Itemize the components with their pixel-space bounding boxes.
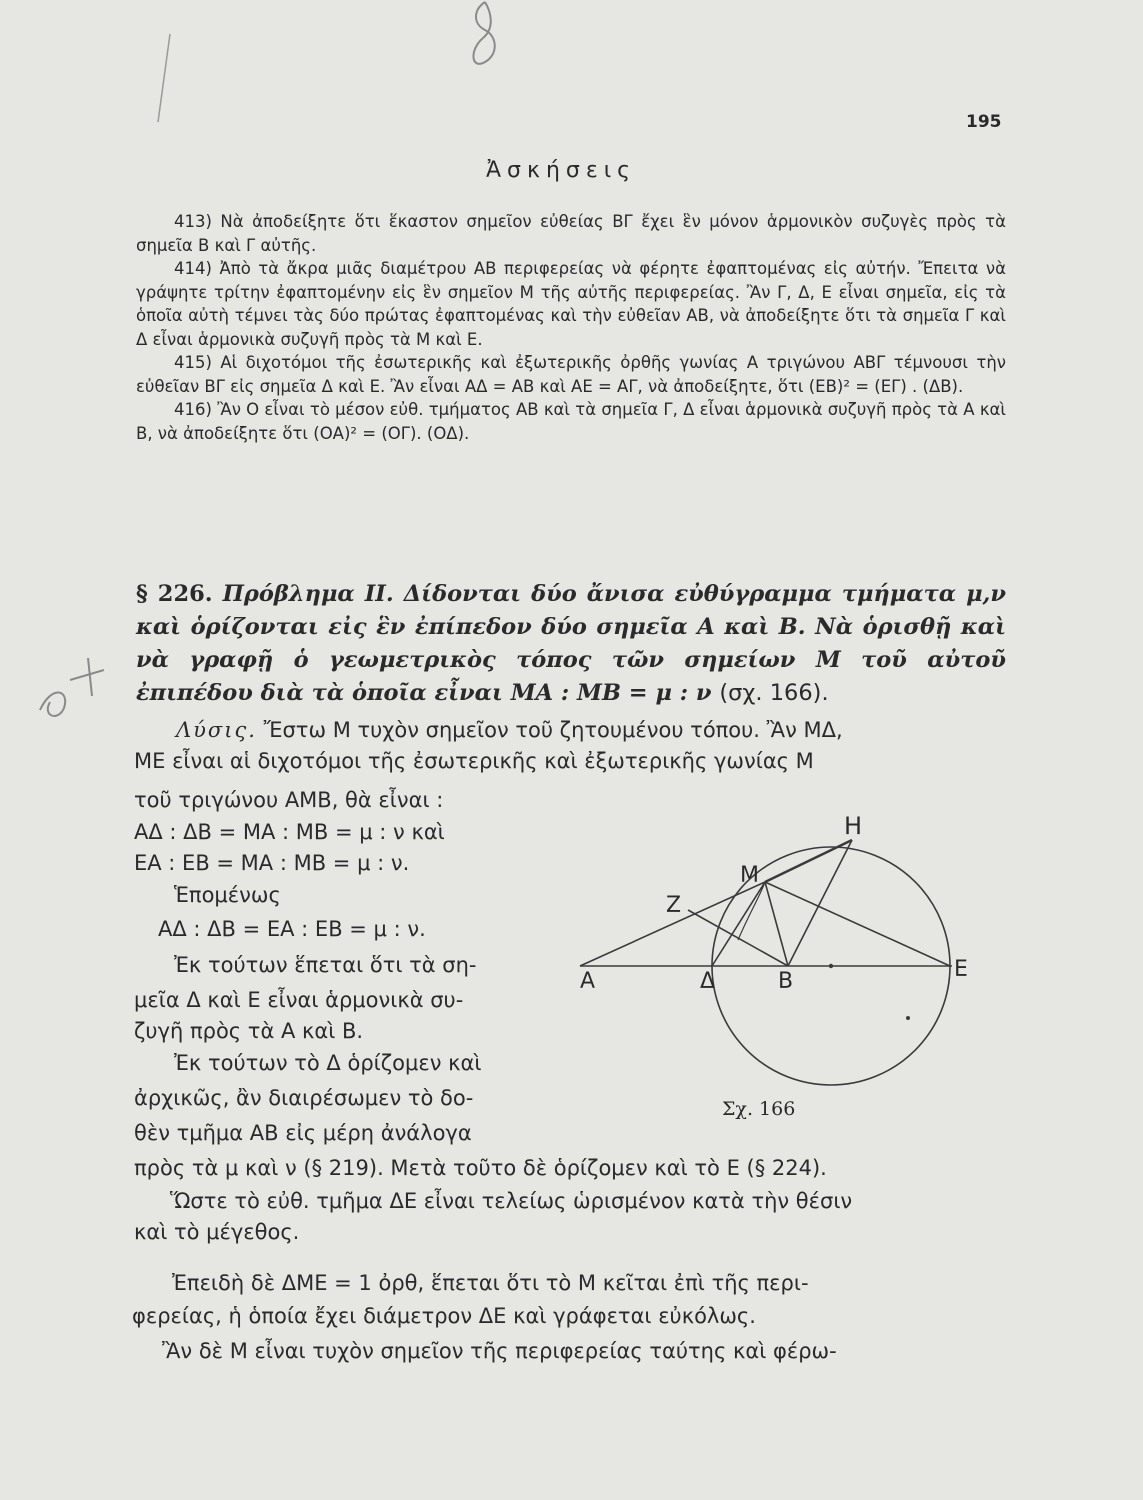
solution-line-8: Ἐκ τούτων ἕπεται ὅτι τὰ ση- xyxy=(174,953,477,977)
solution-line-19: Ἂν δὲ Μ εἶναι τυχὸν σημεῖον τῆς περιφερείας ταύτης καὶ φέρω- xyxy=(162,1339,837,1363)
label-H: Η xyxy=(844,812,863,840)
figure-caption: Σχ. 166 xyxy=(722,1098,796,1120)
solution-line-2: ΜΕ εἶναι αἱ διχοτόμοι τῆς ἐσωτερικῆς καὶ ἐξωτερικῆς γωνίας Μ xyxy=(134,749,814,773)
line-ME xyxy=(765,882,950,966)
solution-line-6: Ἑπομένως xyxy=(174,883,281,907)
solution-line-4: ΑΔ : ΔΒ = ΜΑ : ΜΒ = μ : ν καὶ xyxy=(134,820,445,844)
line-MH xyxy=(765,840,852,882)
solution-line-7: ΑΔ : ΔΒ = ΕΑ : ΕΒ = μ : ν. xyxy=(158,917,426,941)
label-E: Ε xyxy=(954,957,968,982)
solution-line-1: Λύσις. Ἔστω Μ τυχὸν σημεῖον τοῦ ζητουμένου τόπου. Ἂν ΜΔ, xyxy=(176,718,843,742)
pencil-margin-note xyxy=(30,650,120,730)
figure-166 xyxy=(560,800,990,1100)
pencil-stroke-left xyxy=(150,30,180,130)
exercise-413: 413) Νὰ ἀποδείξητε ὅτι ἕκαστον σημεῖον εὐθείας ΒΓ ἔχει ἓν μόνον ἁρμονικὸν συζυγὲς πρὸς τὰ σημεῖα Β καὶ Γ αὐτῆς. xyxy=(136,212,1006,255)
solution-line-5: ΕΑ : ΕΒ = ΜΑ : ΜΒ = μ : ν. xyxy=(134,851,410,875)
solution-line-16: καὶ τὸ μέγεθος. xyxy=(134,1220,300,1244)
point-dot xyxy=(906,1016,910,1020)
exercise-416: 416) Ἂν Ο εἶναι τὸ μέσον εὐθ. τμήματος ΑΒ καὶ τὰ σημεῖα Γ, Δ εἶναι ἁρμονικὰ συζυγῆ πρὸς τὰ Α καὶ Β, νὰ ἀποδείξητε ὅτι (ΟΑ)² = (ΟΓ). (ΟΔ). xyxy=(136,400,1007,443)
solution-line-15: Ὥστε τὸ εὐθ. τμῆμα ΔΕ εἶναι τελείως ὡρισμένον κατὰ τὴν θέσιν xyxy=(170,1189,853,1213)
center-point xyxy=(829,964,833,968)
exercises-heading: Ἀσκήσεις xyxy=(486,158,637,183)
solution-line-14: πρὸς τὰ μ καὶ ν (§ 219). Μετὰ τοῦτο δὲ ὁρίζομεν καὶ τὸ Ε (§ 224). xyxy=(134,1156,827,1180)
section-number: § 226. xyxy=(136,581,213,607)
solution-line-3: τοῦ τριγώνου ΑΜΒ, θὰ εἶναι : xyxy=(134,788,444,812)
label-Z: Ζ xyxy=(666,893,682,918)
label-D: Δ xyxy=(700,969,716,994)
exercises-list xyxy=(136,210,1006,445)
solution-line-13: θὲν τμῆμα ΑΒ εἰς μέρη ἀνάλογα xyxy=(134,1121,472,1145)
line-ZB xyxy=(688,910,788,966)
solution-line-11: Ἐκ τούτων τὸ Δ ὁρίζομεν καὶ xyxy=(174,1051,482,1075)
solution-line-9: μεῖα Δ καὶ Ε εἶναι ἁρμονικὰ συ- xyxy=(134,988,464,1012)
solution-label: Λύσις. xyxy=(176,718,257,742)
exercise-414: 414) Ἀπὸ τὰ ἄκρα μιᾶς διαμέτρου ΑΒ περιφερείας νὰ φέρητε ἐφαπτομένας εἰς αὐτήν. Ἔπειτα νὰ γράψητε τρίτην ἐφαπτομένην εἰς ἓν σημεῖον Μ τῆς αὐτῆς περιφερείας. Ἂν Γ, Δ, Ε εἶναι σημεῖα, εἰς τὰ ὁποῖα αὐτὴ τέμνει τὰς δύο πρώτας ἐφαπτομένας καὶ τὴν εὐθεῖαν ΑΒ, νὰ ἀποδείξητε ὅτι τὰ σημεῖα Γ καὶ Δ εἶναι ἁρμονικὰ συζυγῆ πρὸς τὰ Μ καὶ Ε. xyxy=(136,259,1007,349)
problem-label: Πρόβλημα ΙΙ. xyxy=(222,581,394,607)
solution-line-10: ζυγῆ πρὸς τὰ Α καὶ Β. xyxy=(134,1019,364,1043)
label-B: Β xyxy=(778,969,794,994)
pencil-mark-top xyxy=(455,0,515,80)
label-M: Μ xyxy=(740,863,759,888)
problem-statement xyxy=(136,578,1006,710)
figure-reference: (σχ. 166). xyxy=(719,680,829,706)
arc-near-M xyxy=(738,882,765,940)
page-number: 195 xyxy=(966,112,1002,132)
exercise-415: 415) Αἱ διχοτόμοι τῆς ἐσωτερικῆς καὶ ἐξωτερικῆς ὀρθῆς γωνίας Α τριγώνου ΑΒΓ τέμνουσι τὴν εὐθεῖαν ΒΓ εἰς σημεῖα Δ καὶ Ε. Ἂν εἶναι ΑΔ = ΑΒ καὶ ΑΕ = ΑΓ, νὰ ἀποδείξητε, ὅτι (ΕΒ)² = (ΕΓ) . (ΔΒ). xyxy=(136,353,1006,396)
line-MB xyxy=(765,882,788,966)
problem-text: Δίδονται δύο ἄνισα εὐθύγραμμα τμήματα μ,ν καὶ ὁρίζονται εἰς ἓν ἐπίπεδον δύο σημεῖα Α καὶ Β. Νὰ ὁρισθῇ καὶ νὰ γραφῇ ὁ γεωμετρικὸς τόπος τῶν σημείων Μ τοῦ αὐτοῦ ἐπιπέδου διὰ τὰ ὁποῖα εἶναι ΜΑ : ΜΒ = μ : ν xyxy=(136,581,1006,706)
solution-line-12: ἀρχικῶς, ἂν διαιρέσωμεν τὸ δο- xyxy=(134,1086,474,1110)
solution-line-18: φερείας, ἡ ὁποία ἔχει διάμετρον ΔΕ καὶ γράφεται εὐκόλως. xyxy=(132,1304,756,1328)
solution-line-17: Ἐπειδὴ δὲ ΔΜΕ = 1 ὀρθ, ἕπεται ὅτι τὸ Μ κεῖται ἐπὶ τῆς περι- xyxy=(172,1271,809,1295)
label-A: Α xyxy=(580,969,596,994)
line-HB xyxy=(788,840,852,966)
